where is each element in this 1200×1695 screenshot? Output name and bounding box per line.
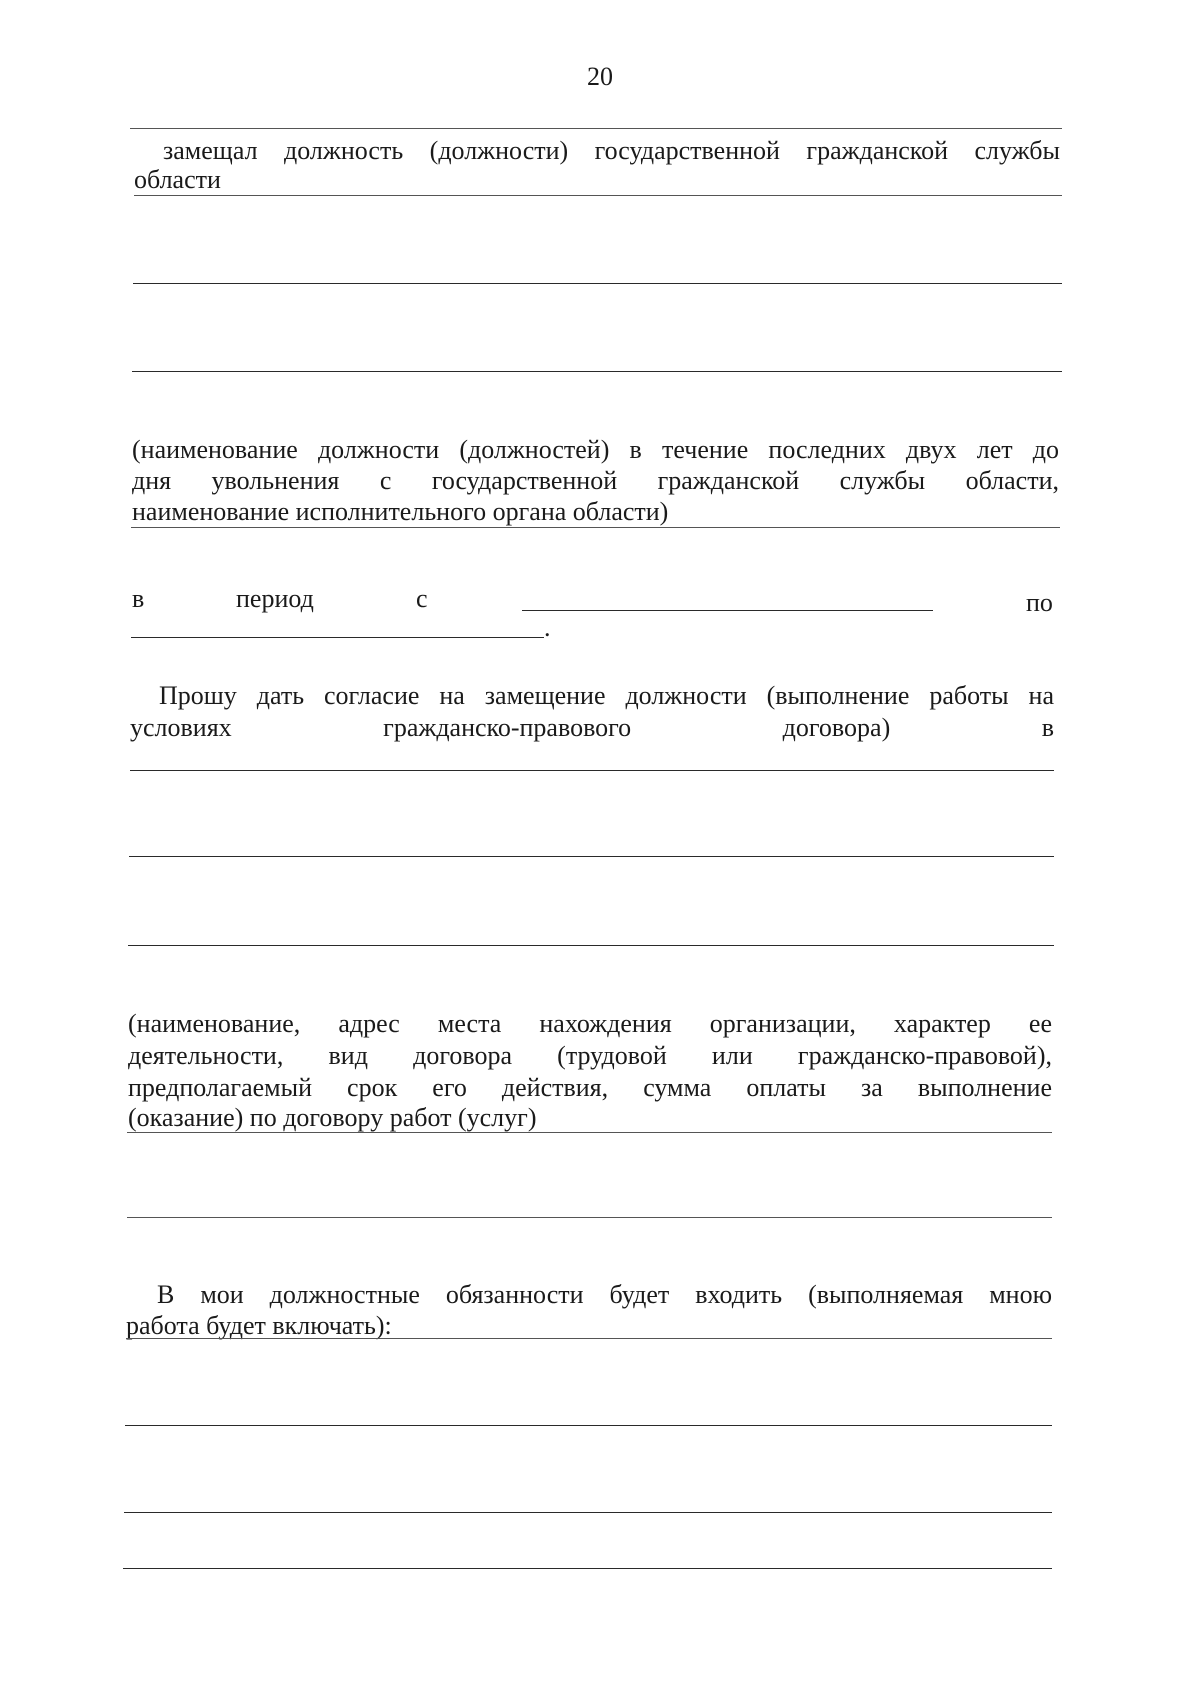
held-position-line1: замещал должность (должности) государственной гражданской службы — [163, 136, 1060, 165]
blank-rule-2 — [133, 283, 1062, 284]
blank-rule-6 — [129, 856, 1054, 857]
position-caption-line1: (наименование должности (должностей) в течение последних двух лет до — [132, 435, 1059, 464]
blank-rule-10 — [126, 1338, 1052, 1339]
blank-rule-4 — [131, 527, 1060, 528]
period-end-dot: . — [544, 613, 551, 642]
blank-rule-7 — [128, 945, 1054, 946]
duties-line1: В мои должностные обязанности будет входить (выполняемая мною — [157, 1280, 1052, 1309]
period-word-period: период — [236, 584, 314, 613]
org-caption-line2: деятельности, вид договора (трудовой или гражданско-правовой), — [128, 1041, 1052, 1070]
org-caption-line4: (оказание) по договору работ (услуг) — [128, 1103, 537, 1132]
period-from-blank — [522, 610, 933, 611]
blank-rule-9 — [127, 1217, 1052, 1218]
period-word-to: по — [1026, 588, 1053, 617]
duties-line2: работа будет включать): — [126, 1311, 392, 1340]
request-line1: Прошу дать согласие на замещение должности (выполнение работы на — [159, 681, 1054, 710]
position-caption-line3: наименование исполнительного органа области) — [132, 497, 669, 526]
blank-rule-11 — [125, 1425, 1052, 1426]
blank-rule-8 — [127, 1132, 1052, 1133]
header-rule — [130, 128, 1062, 129]
held-position-line2: области — [134, 165, 221, 194]
blank-rule-12 — [124, 1512, 1052, 1513]
period-word-from: с — [416, 584, 428, 613]
blank-rule-3 — [132, 371, 1062, 372]
org-caption-line1: (наименование, адрес места нахождения организации, характер ее — [128, 1009, 1052, 1038]
period-to-blank — [131, 637, 544, 638]
request-line2: условиях гражданско-правового договора) в — [130, 713, 1054, 742]
page-number: 20 — [587, 62, 613, 91]
org-caption-line3: предполагаемый срок его действия, сумма оплаты за выполнение — [128, 1073, 1052, 1102]
position-caption-line2: дня увольнения с государственной гражданской службы области, — [132, 466, 1059, 495]
blank-rule-1 — [134, 195, 1062, 196]
blank-rule-5 — [130, 770, 1054, 771]
blank-rule-13 — [123, 1568, 1052, 1569]
period-word-in: в — [132, 584, 145, 613]
